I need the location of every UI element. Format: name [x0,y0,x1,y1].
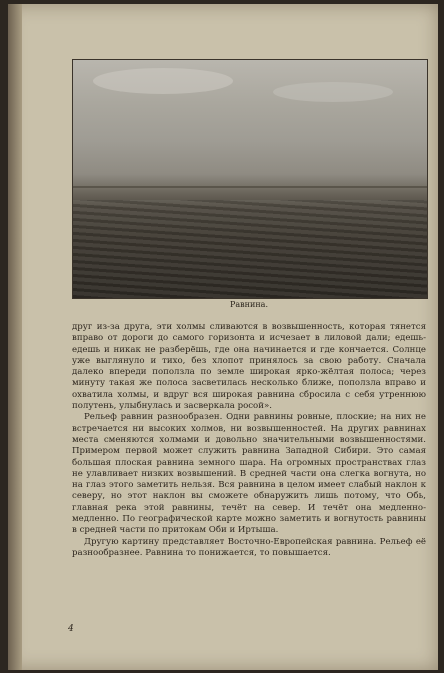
photo-field [73,200,427,298]
paragraph: друг из-за друга, эти холмы сливаются в возвышенность, которая тянется вправо от дороги до самого горизонта и исчезает в лиловой дали; едешь-едешь и никак не разберёшь, где она начинается и где кончается. Солнце уже выглянуло и тихо, без хлопот принялось за свою работу. Сначала далеко впереди поползла по земле широкая ярко-жёлтая полоса; через минуту такая же полоса засветилась несколько ближе, поползла вправо и охватила холмы, и вдруг вся широкая равнина сбросила с себя утреннюю полутень, улыбнулась и засверкала росой». [72,322,426,412]
book-spine [8,4,22,670]
photo-caption: Равнина. [230,300,268,309]
page-number: 4 [68,624,74,634]
photo-horizon [73,186,427,188]
book-page [8,4,438,670]
paragraph: Рельеф равнин разнообразен. Одни равнины ровные, плоские; на них не встречается ни высоких холмов, ни возвышенностей. На других равнинах места сменяются холмами и довольно значительными возвышенностями. Примером первой может служить равнина Западной Сибири. Это самая большая плоская равнина земного шара. На огромных пространствах глаз не улавливает низких возвышений. В средней части она слегка вогнута, но на глаз этого заметить нельзя. Вся равнина в целом имеет слабый наклон к северу, но этот наклон вы сможете обнаружить лишь потому, что Обь, главная река этой равнины, течёт на север. И течёт она медленно-медленно. По географической карте можно заметить и вогнутость равнины в средней части по притокам Оби и Иртыша. [72,412,426,536]
photo-cloud [93,68,233,94]
paragraph: Другую картину представляет Восточно-Европейская равнина. Рельеф её разнообразнее. Равнина то понижается, то повышается. [72,536,426,558]
plain-photograph [72,59,428,299]
photo-cloud [273,82,393,102]
body-text [72,322,426,559]
